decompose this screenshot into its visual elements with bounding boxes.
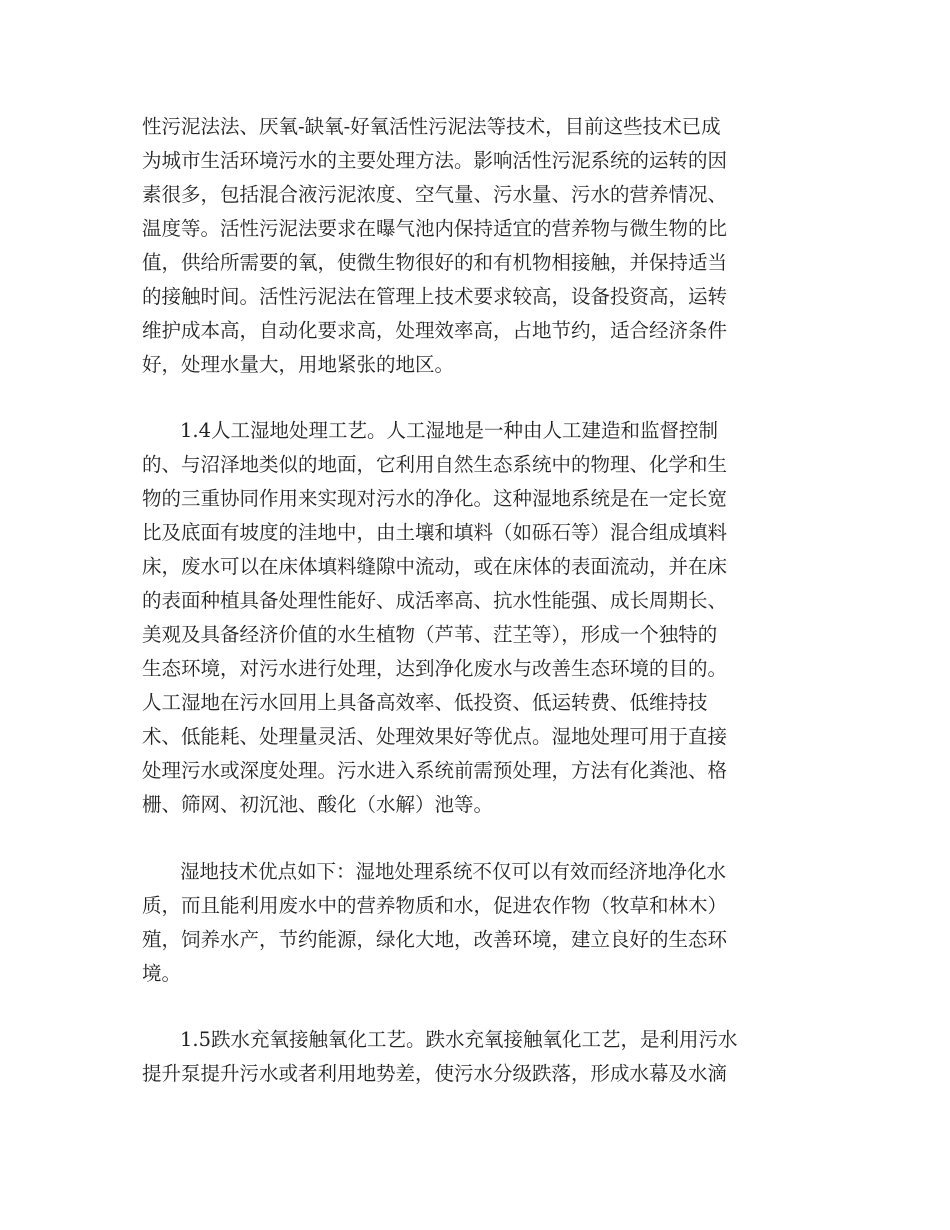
text-line: 美观及具备经济价值的水生植物（芦苇、茳芏等），形成一个独特的 <box>142 623 718 646</box>
text-line: 好，处理水量大，用地紧张的地区。 <box>142 353 455 376</box>
text-line: 为城市生活环境污水的主要处理方法。影响活性污泥系统的运转的因 <box>142 149 728 172</box>
text-line: 床，废水可以在床体填料缝隙中流动，或在床体的表面流动，并在床 <box>142 555 728 578</box>
text-line: 术、低能耗、处理量灵活、处理效果好等优点。湿地处理可用于直接 <box>142 725 728 748</box>
text-line: 1.4人工湿地处理工艺。人工湿地是一种由人工建造和监督控制 <box>180 419 719 442</box>
text-line: 提升泵提升污水或者利用地势差，使污水分级跌落，形成水幕及水滴 <box>142 1062 728 1085</box>
text-line: 值，供给所需要的氧，使微生物很好的和有机物相接触，并保持适当 <box>142 251 728 274</box>
text-line: 的表面种植具备处理性能好、成活率高、抗水性能强、成长周期长、 <box>142 589 728 612</box>
text-line: 处理污水或深度处理。污水进入系统前需预处理，方法有化粪池、格 <box>142 759 728 782</box>
text-line: 温度等。活性污泥法要求在曝气池内保持适宜的营养物与微生物的比 <box>142 217 728 240</box>
text-line: 1.5跌水充氧接触氧化工艺。跌水充氧接触氧化工艺，是利用污水 <box>180 1028 738 1051</box>
text-line: 物的三重协同作用来实现对污水的净化。这种湿地系统是在一定长宽 <box>142 487 728 510</box>
text-line: 比及底面有坡度的洼地中，由土壤和填料（如砾石等）混合组成填料 <box>142 521 728 544</box>
text-line: 生态环境，对污水进行处理，达到净化废水与改善生态环境的目的。 <box>142 657 728 680</box>
text-line: 的、与沼泽地类似的地面，它利用自然生态系统中的物理、化学和生 <box>142 453 728 476</box>
text-line: 栅、筛网、初沉池、酸化（水解）池等。 <box>142 793 494 816</box>
text-line: 湿地技术优点如下：湿地处理系统不仅可以有效而经济地净化水 <box>180 860 727 883</box>
text-line: 性污泥法法、厌氧-缺氧-好氧活性污泥法等技术，目前这些技术已成 <box>142 115 721 138</box>
text-line: 的接触时间。活性污泥法在管理上技术要求较高，设备投资高，运转 <box>142 285 728 308</box>
text-line: 质，而且能利用废水中的营养物质和水，促进农作物（牧草和林木） <box>142 894 728 917</box>
text-line: 素很多，包括混合液污泥浓度、空气量、污水量、污水的营养情况、 <box>142 183 728 206</box>
text-line: 境。 <box>142 962 182 985</box>
text-line: 殖，饲养水产，节约能源，绿化大地，改善环境，建立良好的生态环 <box>142 928 728 951</box>
text-line: 人工湿地在污水回用上具备高效率、低投资、低运转费、低维持技 <box>142 691 708 714</box>
text-line: 维护成本高，自动化要求高，处理效率高，占地节约，适合经济条件 <box>142 319 728 342</box>
